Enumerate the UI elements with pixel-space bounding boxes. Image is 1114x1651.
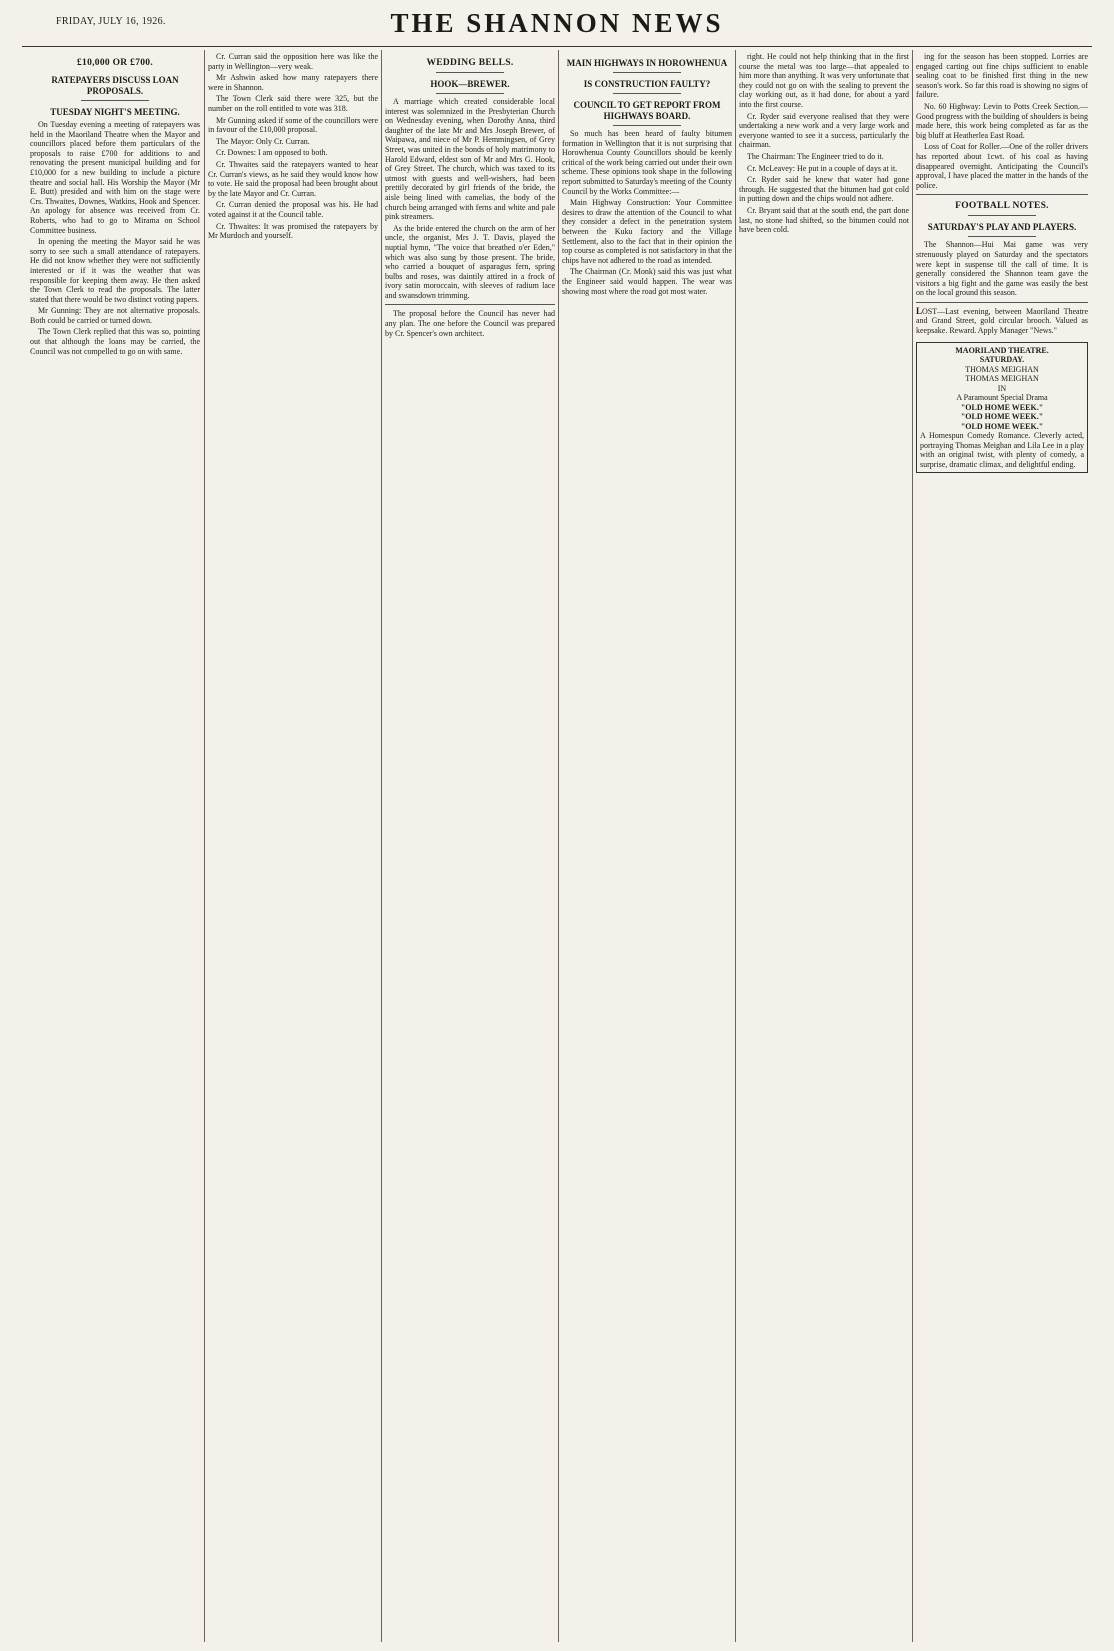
article-paragraph: The Chairman: The Engineer tried to do it. — [747, 151, 884, 161]
column-6 — [916, 52, 1088, 1642]
article-paragraph: Cr. McLeavey: He put in a couple of days at it. — [747, 163, 898, 173]
article-headline: MAIN HIGHWAYS IN HOROWHENUA — [566, 58, 728, 68]
divider — [385, 304, 555, 305]
article-subheadline: HOOK—BREWER. — [430, 79, 510, 89]
article-paragraph: Cr. Ryder said everyone realised that they were undertaking a new work and a very large work and everyone wanted to see it a success, particularly the chairman. — [739, 111, 909, 150]
article-subheadline: TUESDAY NIGHT'S MEETING. — [50, 107, 180, 117]
article-paragraph: The Mayor: Only Cr. Curran. — [216, 136, 310, 146]
classified-lost-notice — [916, 307, 1088, 336]
article-headline: FOOTBALL NOTES. — [955, 201, 1049, 212]
article-paragraph: right. He could not help thinking that in the first course the metal was too large—that appealed to him more than anything. It was very unfortunate that they could not go on with the sealing to prevent the clay working out, as it had done, for about a yard into the first course. — [739, 52, 909, 109]
column-5 — [739, 52, 909, 1642]
divider — [968, 215, 1037, 216]
issue-date: FRIDAY, JULY 16, 1926. — [56, 16, 166, 27]
article-headline: WEDDING BELLS. — [426, 58, 514, 68]
divider — [436, 72, 504, 73]
article-paragraph: As the bride entered the church on the arm of her uncle, the organist, Mrs J. T. Davis, played the nuptial hymn, "The voice that breathed o'er Eden," which was also sung by those present. The bride, who carried a bouquet of asparagus fern, spring bulbs and roses, was daintily attired in a frock of ivory satin moroccain, with sleeves of radium lace and swansdown trimming. — [385, 223, 555, 300]
column-rule — [381, 50, 382, 1642]
article-paragraph: Main Highway Construction: Your Committee desires to draw the attention of the Council to what they consider a defect in the penetration system between the Kuku factory and the Village Settlement, also to the fact that in their opinion the top course as completed is not satisfactory in that the chips have not adhered to the road as intended. — [562, 198, 732, 265]
article-subheadline: COUNCIL TO GET REPORT FROM HIGHWAYS BOARD. — [573, 100, 721, 121]
article-paragraph: Cr. Thwaites: It was promised the ratepayers by Mr Murdoch and yourself. — [208, 221, 378, 241]
article-paragraph: Cr. Bryant said that at the south end, the part done last, no stone had shifted, so the bitumen could not have been cold. — [739, 205, 909, 235]
article-paragraph: Mr Gunning asked if some of the councillors were in favour of the £10,000 proposal. — [208, 115, 378, 135]
article-paragraph: Mr Gunning: They are not alternative proposals. Both could be carried or turned down. — [30, 306, 200, 325]
article-paragraph: Loss of Coat for Roller.—One of the roller drivers has reported about 1cwt. of his coal as having disappeared overnight. Anticipating the Council's approval, I have placed the matter in the hands of the police. — [916, 142, 1088, 190]
divider — [916, 302, 1088, 303]
article-paragraph: No. 60 Highway: Levin to Potts Creek Section.—Good progress with the building of shoulders is being made here, this work being completed as far as the big bluff at Heatherlea East Road. — [916, 101, 1088, 140]
divider — [613, 125, 681, 126]
article-paragraph: Cr. Curran said the opposition here was like the party in Wellington—very weak. — [208, 52, 378, 71]
ad-feature-title: "OLD HOME WEEK." — [960, 421, 1044, 431]
column-rule — [204, 50, 205, 1642]
divider — [613, 93, 681, 94]
ad-feature-title: "OLD HOME WEEK." — [960, 412, 1044, 422]
column-2 — [208, 52, 378, 1642]
article-paragraph: The Town Clerk replied that this was so, pointing out that although the loans may be carried, the Council was not compelled to go on with same. — [30, 327, 200, 356]
divider — [968, 236, 1037, 237]
article-paragraph: A marriage which created considerable local interest was solemnized in the Presbyterian Church on Wednesday evening, when Dorothy Anna, third daughter of the late Mr and Mrs Joseph Brewer, of Waipawa, and niece of Mr P. Hemmingsen, of Grey Street, was united in the bonds of holy matrimony to Harold Edward, eldest son of Mr and Mrs G. Hook, of Grey Street. The church, which was taxed to its utmost with guests and well-wishers, had been prettily decorated by girl friends of the bride, the aisle being lined with camelias, the body of the church being arranged with ferns and white and pale pink streamers. — [385, 97, 555, 222]
ad-line: THOMAS MEIGHAN — [965, 374, 1039, 384]
article-headline: £10,000 OR £700. — [76, 58, 154, 68]
ad-description: A Homespun Comedy Romance. Cleverly acted, portraying Thomas Meighan and Lila Lee in a play with an original twist, with plenty of comedy, a surprise, dramatic climax, and delightful ending. — [920, 431, 1084, 469]
divider — [613, 72, 681, 73]
column-rule — [912, 50, 913, 1642]
ad-line: THOMAS MEIGHAN — [965, 364, 1039, 374]
ad-day: SATURDAY. — [979, 355, 1025, 365]
article-paragraph: Cr. Thwaites said the ratepayers wanted to hear Cr. Curran's views, as he said they would know how to vote. He said the proposal had been brought about by the late Mayor and Cr. Curran. — [208, 159, 378, 198]
column-rule — [558, 50, 559, 1642]
newspaper-title: THE SHANNON NEWS — [390, 8, 724, 38]
column-1 — [30, 52, 200, 1642]
column-3 — [385, 52, 555, 1642]
article-paragraph: Cr. Curran denied the proposal was his. He had voted against it at the Council table. — [208, 200, 378, 219]
classified-text: OST—Last evening, between Maoriland Theatre and Grand Street, gold circular brooch. Valued as keepsake. Reward. Apply Manager "News." — [916, 306, 1088, 336]
article-paragraph: The Chairman (Cr. Monk) said this was just what the Engineer said would happen. The wear was showing most where the road got most water. — [562, 267, 732, 296]
article-paragraph: Cr. Downes: I am opposed to both. — [216, 148, 328, 158]
divider — [81, 100, 149, 101]
article-paragraph: The Town Clerk said there were 325, but the number on the roll entitled to vote was 318. — [208, 94, 378, 113]
column-rule — [735, 50, 736, 1642]
article-paragraph: ing for the season has been stopped. Lorries are engaged carting out fine chips sufficient to enable sealing coat to be finished first thing in the new season's work. So far this road is showing no signs of failure. — [916, 52, 1088, 100]
article-paragraph: In opening the meeting the Mayor said he was sorry to see such a small attendance of ratepayers. He did not know whether they were not sufficiently interested or if it was the weather that was responsible for keeping them away. He then asked the Town Clerk to read the proposals. The latter stated that there would be two distinct voting papers. — [30, 237, 200, 304]
ad-line: IN — [997, 383, 1007, 393]
ad-line: A Paramount Special Drama — [956, 393, 1048, 403]
drop-letter: L — [916, 305, 923, 316]
ad-feature-title: "OLD HOME WEEK." — [960, 402, 1044, 412]
article-paragraph: The Shannon—Hui Mai game was very strenuously played on Saturday and the spectators were kept in suspense till the call of time. It is generally considered the Shannon team gave the visitors a big fight and the game was easily the best on the local ground this season. — [916, 240, 1088, 298]
divider — [916, 194, 1088, 195]
theatre-advertisement — [916, 342, 1088, 474]
article-subheadline: SATURDAY'S PLAY AND PLAYERS. — [927, 222, 1077, 233]
divider — [436, 93, 504, 94]
article-subheadline: IS CONSTRUCTION FAULTY? — [583, 79, 711, 89]
masthead — [22, 8, 1092, 47]
ad-title: MAORILAND THEATRE. — [955, 345, 1049, 355]
column-4 — [562, 52, 732, 1642]
article-subheadline: RATEPAYERS DISCUSS LOAN PROPOSALS. — [51, 75, 179, 96]
article-paragraph: Cr. Ryder said he knew that water had gone through. He suggested that the bitumen had got cold in putting down and the chips would not adhere. — [739, 175, 909, 204]
article-paragraph: The proposal before the Council has never had any plan. The one before the Council was prepared by Cr. Spencer's own architect. — [385, 309, 555, 338]
article-paragraph: Mr Ashwin asked how many ratepayers there were in Shannon. — [208, 73, 378, 92]
article-paragraph: So much has been heard of faulty bitumen formation in Wellington that it is not surprising that Horowhenua County Councillors should be keenly critical of the work being carried out under their own scheme. These opinions took shape in the following report submitted to Saturday's meeting of the County Council by the Works Committee:— — [562, 129, 732, 196]
article-paragraph: On Tuesday evening a meeting of ratepayers was held in the Maoriland Theatre when the Mayor and councillors placed before them particulars of the proposals to raise £700 for additions to and renovating the present municipal building and for £10,000 for a new building to include a picture theatre and social hall. His Worship the Mayor (Mr E. Butt) presided and with him on the stage were Crs. Thwaites, Downes, Watkins, Hook and Spencer. An apology for absence was received from Cr. Roberts, who had to go to Mirama on School Committee business. — [30, 120, 200, 235]
